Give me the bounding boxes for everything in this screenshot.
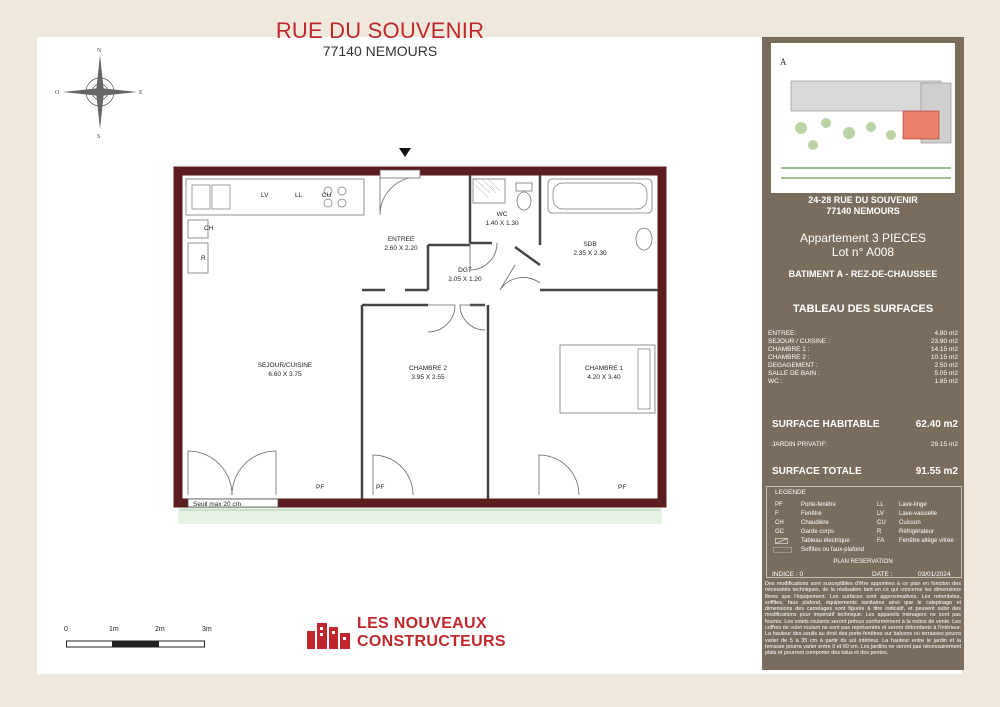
room-label-chambre1: CHAMBRE 1 4.20 X 3.40: [585, 365, 623, 381]
room-label-dgt: DGT 2.05 X 1.20: [448, 267, 482, 283]
lot-number: Lot n° A008: [831, 245, 895, 259]
room-label-wc: WC 1.40 X 1.30: [485, 211, 519, 227]
surface-row: WC : 1.85 m2: [768, 378, 958, 385]
legend-title: LEGENDE: [775, 489, 807, 496]
page-subtitle: 77140 NEMOURS: [322, 43, 438, 59]
legend-code: GC: [775, 529, 784, 535]
company-logo: [305, 613, 505, 653]
legend-text: Lave-vaisselle: [899, 511, 938, 517]
entry-arrow-icon: [398, 147, 412, 159]
equip-ch: CH: [204, 225, 214, 232]
equip-lv: LV: [261, 192, 269, 199]
site-map: [771, 43, 955, 193]
svg-text:A: A: [780, 57, 787, 67]
date-value: 03/01/2024: [918, 571, 951, 578]
date-label: DATE :: [872, 571, 893, 578]
surface-row: SEJOUR / CUISINE : 23.90 m2: [768, 338, 958, 345]
page-title: RUE DU SOUVENIR: [275, 18, 485, 43]
room-label-sejour: SEJOUR/CUISINE 6.60 X 3.75: [257, 362, 313, 378]
compass-north: N: [97, 48, 102, 54]
legend-text: Tableau électrique: [801, 538, 850, 544]
surface-row: CHAMBRE 2 : 10.15 m2: [768, 354, 958, 361]
room-label-entree: ENTREE 2.60 X 2.20: [384, 236, 418, 252]
scale-label-0: 0: [64, 626, 68, 633]
surface-row: CHAMBRE 1 : 14.15 m2: [768, 346, 958, 353]
info-panel: [762, 37, 964, 670]
building-info: BATIMENT A - REZ-DE-CHAUSSEE: [788, 269, 938, 279]
legend-text: Soffites ou faux-plafond: [801, 547, 864, 553]
surface-row: DEGAGEMENT : 2.50 m2: [768, 362, 958, 369]
compass-rose-icon: [55, 45, 145, 140]
apartment-type: Appartement 3 PIECES: [799, 231, 927, 245]
plan-reservation: PLAN RESERVATION: [833, 559, 893, 565]
logo-line-2: CONSTRUCTEURS: [357, 633, 506, 650]
pf-label-2: PF: [376, 484, 385, 491]
scale-label-2m: 2m: [155, 626, 165, 633]
equip-cu: CU: [322, 192, 332, 199]
legend-text: Porte-fenêtre: [801, 502, 837, 508]
threshold-note: Seuil max 20 cm: [193, 501, 242, 508]
garden-surface: JARDIN PRIVATIF: 29.15 m2: [772, 441, 958, 448]
habitable-surface: SURFACE HABITABLE 62.40 m2: [772, 419, 958, 430]
total-surface: SURFACE TOTALE 91.55 m2: [772, 466, 958, 477]
compass-south: S: [97, 134, 101, 140]
equip-r: R: [201, 255, 206, 262]
legend-code: R: [877, 529, 882, 535]
legend-text: Chaudière: [801, 520, 829, 526]
room-label-sdb: SDB 2.35 X 2.30: [573, 241, 607, 257]
scale-bar: [62, 626, 242, 650]
legend-text: Lave-linge: [899, 502, 927, 508]
surface-row: SALLE DE BAIN : 5.05 m2: [768, 370, 958, 377]
disclaimer-notes: Des modifications sont susceptibles d'être apportées à ce plan en fonction des nécessités techniques, de la réalisation tant en ce qui concerne les dimensions libres que l'équipement. Les surfaces sont approximatives. Les retombées, soffites, faux plafond, équipements sanitaires ainsi que le calepinage et dimensions des carrelages sont figurés à titre indicatif, et peuvent subir des modifications pour impératif technique. Les appareils ménagers ne sont pas fournis. Les volets roulants seront prévus conformément à la notice de vente. Les coffres de volet roulant ne sont pas représentés et seront débordants à l'intérieur. La hauteur des seuils au droit des porte-fenêtres sur balcons ou terrasses pourra varier de 5 à 35 cm à partir du sol intérieur. La hauteur entre le jardin et la terrasse pourra varier entre 0 et 60 cm. Les jardins ne seront pas nécessairement plats et pourront comporter des talus et des pentes.: [765, 581, 961, 657]
logo-buildings-icon: [305, 617, 353, 651]
equip-ll: LL: [295, 192, 303, 199]
floor-plan: [170, 165, 670, 525]
compass-west: O: [55, 90, 60, 96]
panel-address-1: 24-28 RUE DU SOUVENIR: [808, 195, 918, 205]
indice: INDICE : 0: [772, 571, 804, 578]
logo-line-1: LES NOUVEAUX: [357, 615, 487, 632]
scale-label-1m: 1m: [109, 626, 119, 633]
soffit-icon: [773, 547, 793, 554]
legend-text: Cuisson: [899, 520, 921, 526]
electrical-panel-icon: [775, 538, 789, 545]
legend-text: Fenêtre allège vitrée: [899, 538, 954, 544]
panel-address-2: 77140 NEMOURS: [826, 206, 900, 216]
room-label-chambre2: CHAMBRE 2 3.95 X 2.55: [409, 365, 447, 381]
legend-code: PF: [775, 502, 783, 508]
legend-text: Réfrigérateur: [899, 529, 935, 535]
pf-label-1: PF: [316, 484, 325, 491]
surfaces-title: TABLEAU DES SURFACES: [792, 303, 934, 315]
scale-label-3m: 3m: [202, 626, 212, 633]
legend-text: Garde corps: [801, 529, 835, 535]
surface-row: ENTREE: 4.80 m2: [768, 330, 958, 337]
legend-text: Fenêtre: [801, 511, 822, 517]
pf-label-3: PF: [618, 484, 627, 491]
legend-code: LV: [877, 511, 884, 517]
compass-east: E: [139, 90, 143, 96]
legend-code: F: [775, 511, 779, 517]
legend-code: FA: [877, 538, 885, 544]
legend-code: LL: [877, 502, 884, 508]
legend-code: CH: [775, 520, 784, 526]
legend-code: CU: [877, 520, 886, 526]
